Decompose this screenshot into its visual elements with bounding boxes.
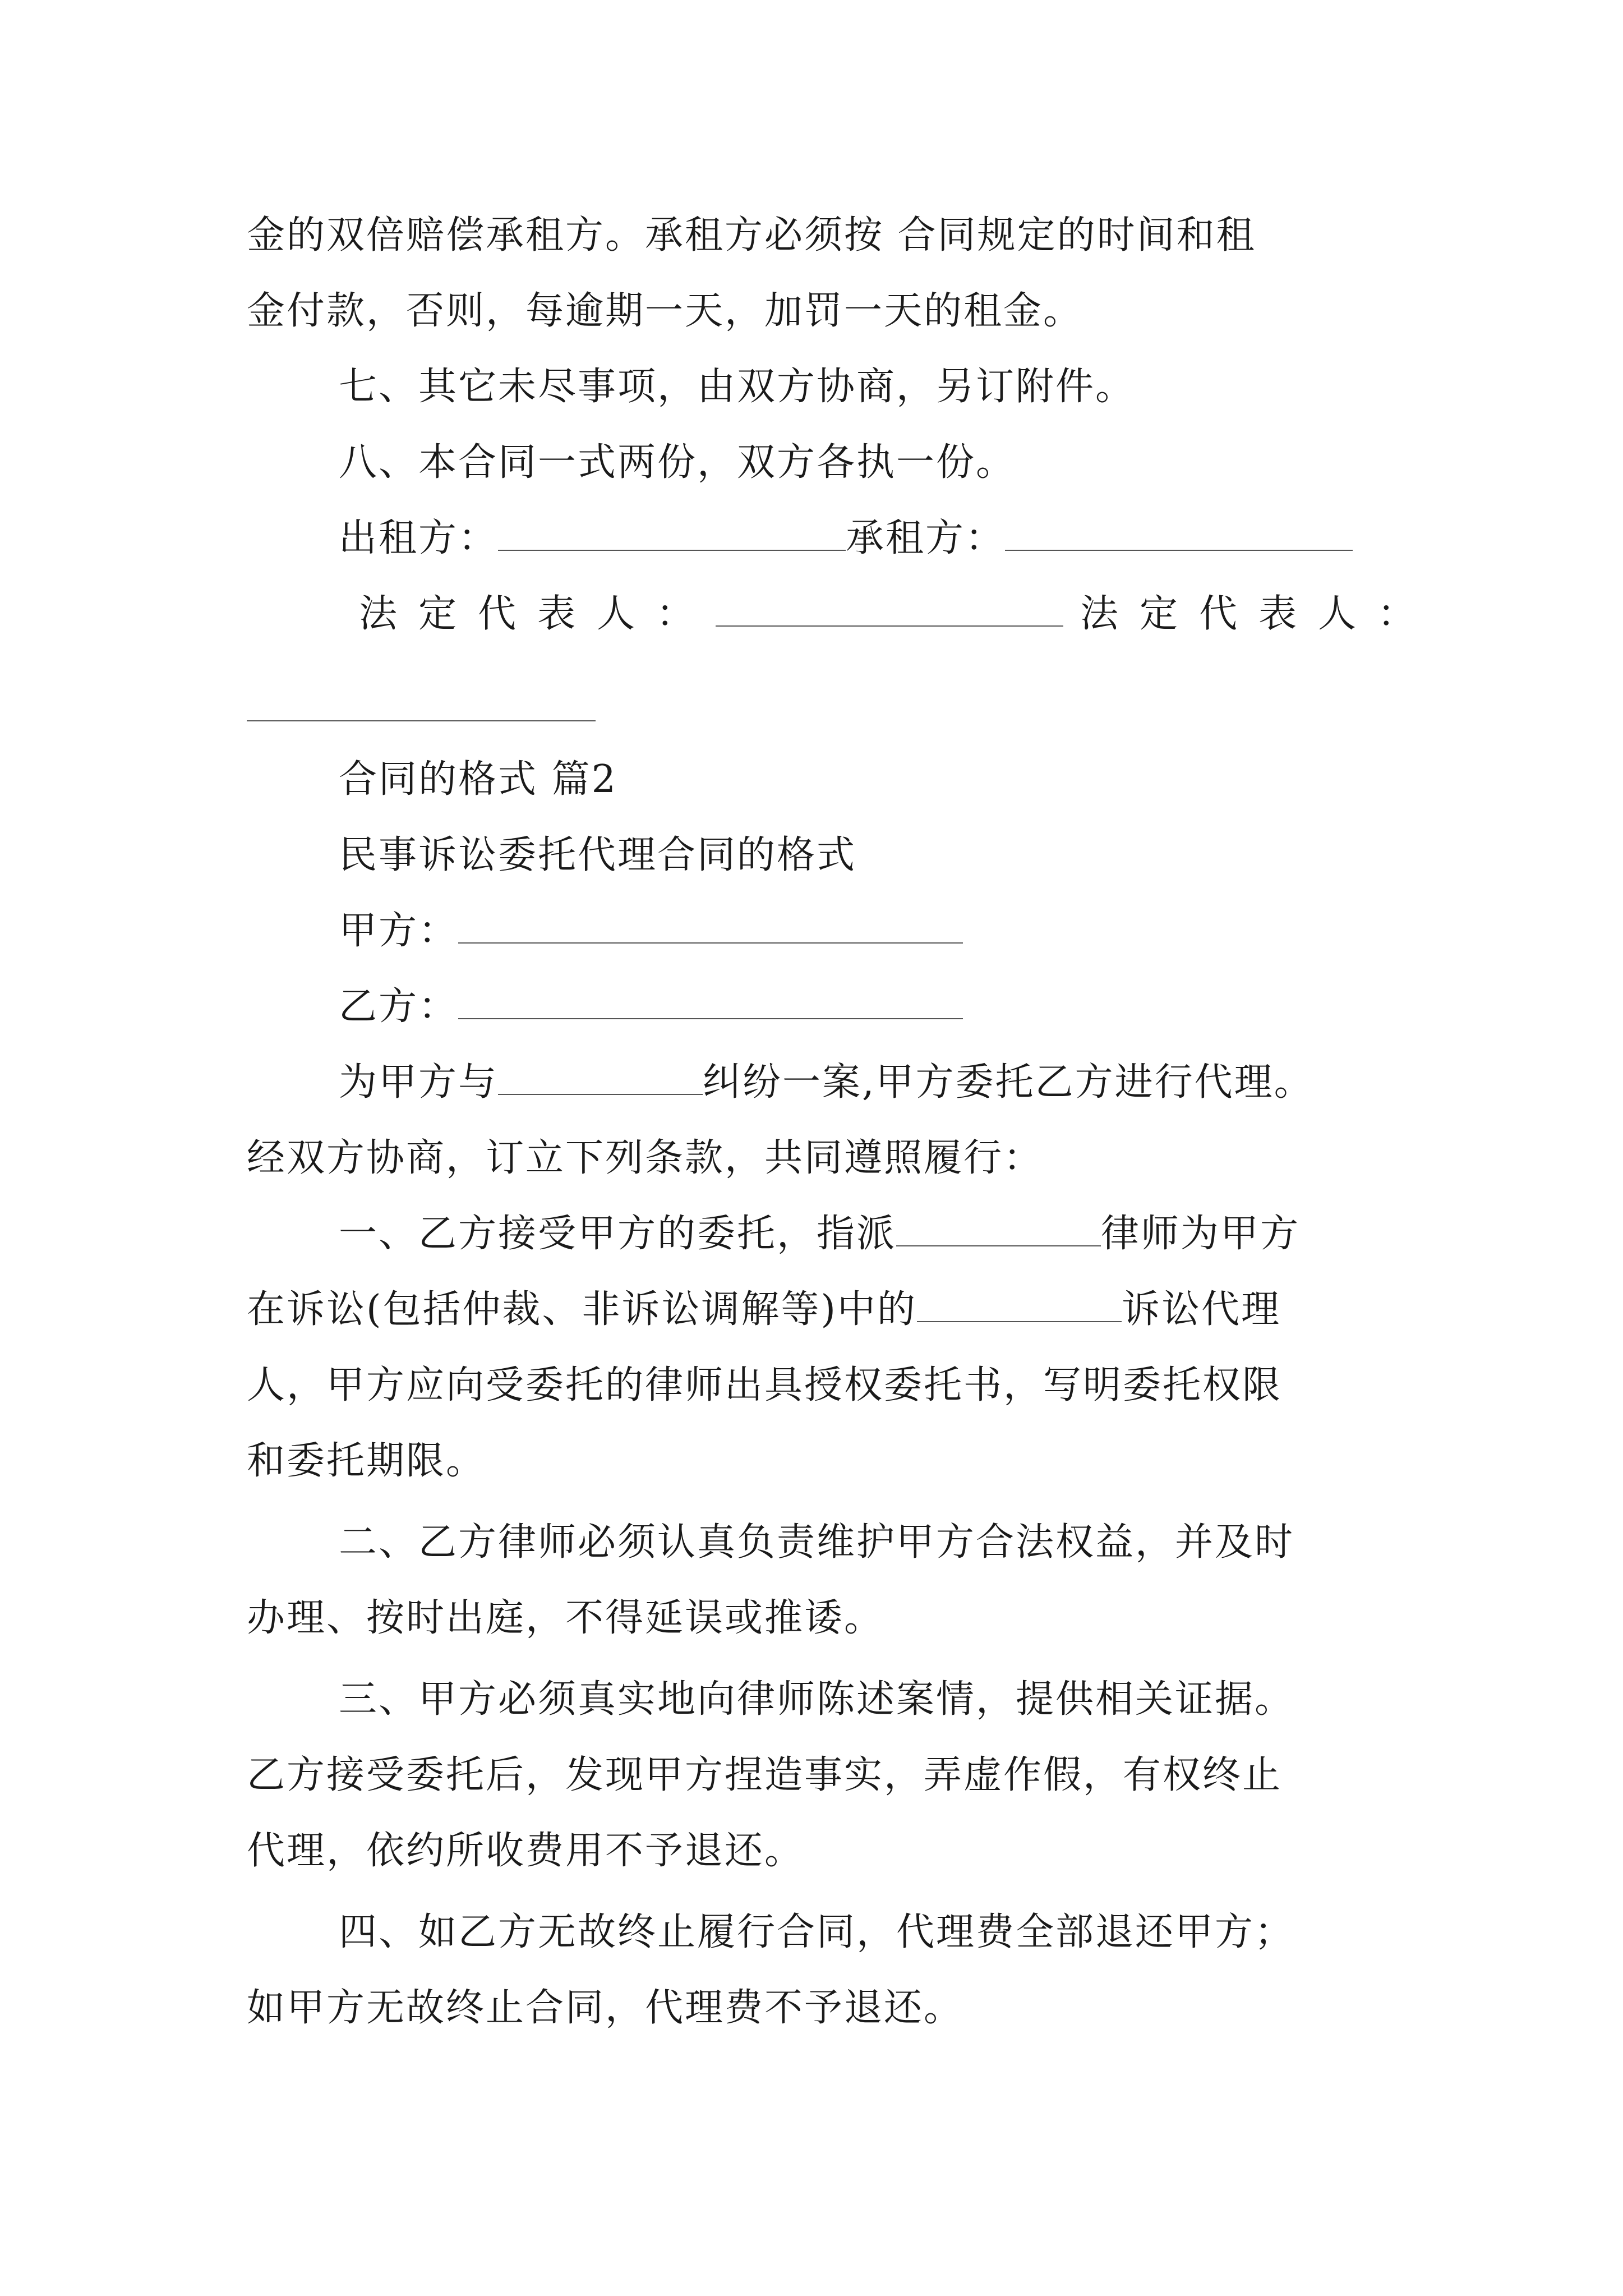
clause-two-line: 办理、按时出庭，不得延误或推诿。 [247, 1596, 884, 1640]
lessee-label: 承租方： [846, 516, 1006, 560]
party-b-label: 乙方： [339, 984, 459, 1029]
lessee-signature-blank [1005, 512, 1353, 551]
section-heading: 合同的格式 篇2 [339, 757, 617, 802]
party-a-label: 甲方： [339, 909, 459, 953]
clause-three-line: 代理，依约所收费用不予退还。 [247, 1829, 805, 1873]
clause-one-line: 人，甲方应向受委托的律师出具授权委托书，写明委托权限 [247, 1363, 1283, 1407]
clause-four-line: 四、如乙方无故终止履行合同，代理费全部退还甲方； [339, 1910, 1295, 1954]
clause-eight: 八、本合同一式两份，双方各执一份。 [339, 440, 1016, 485]
legal-rep-blank [247, 720, 596, 721]
intro-line [339, 1055, 1314, 1111]
party-b-blank [458, 980, 963, 1019]
clause1-suffix: 律师为甲方 [1101, 1212, 1301, 1256]
intro-prefix: 为甲方与 [339, 1060, 499, 1105]
clause-seven: 七、其它未尽事项，由双方协商，另订附件。 [339, 365, 1136, 409]
clause-four-line: 如甲方无故终止合同，代理费不予退还。 [247, 1986, 964, 2030]
lessor-signature-blank [498, 512, 846, 551]
paragraph-line: 金付款，否则，每逾期一天，加罚一天的租金。 [247, 289, 1083, 333]
contract-title: 民事诉讼委托代理合同的格式 [339, 833, 857, 877]
lawyer-name-blank [896, 1207, 1101, 1246]
clause-one-line [339, 1206, 1300, 1262]
paragraph-line: 金的双倍赔偿承租方。承租方必须按 合同规定的时间和租 [247, 213, 1256, 257]
signature-row [339, 510, 1353, 567]
party-b-row [339, 979, 963, 1035]
agent-type-blank [917, 1283, 1122, 1322]
clause1-prefix: 一、乙方接受甲方的委托，指派 [339, 1212, 897, 1256]
intro-suffix: 纠纷一案,甲方委托乙方进行代理。 [703, 1060, 1314, 1105]
legal-rep-label: 法定代表人： [1080, 592, 1437, 636]
clause-one-line: 和委托期限。 [247, 1439, 486, 1483]
clause-three-line: 三、甲方必须真实地向律师陈述案情，提供相关证据。 [339, 1677, 1295, 1722]
intro-line-2: 经双方协商，订立下列条款，共同遵照履行： [247, 1136, 1044, 1180]
party-a-blank [458, 904, 963, 944]
lessor-label: 出租方： [339, 516, 499, 560]
clause-three-line: 乙方接受委托后，发现甲方捏造事实，弄虚作假，有权终止 [247, 1753, 1283, 1797]
clause1-line2-suffix: 诉讼代理 [1122, 1287, 1281, 1332]
dispute-party-blank [498, 1056, 703, 1095]
party-a-row [339, 903, 963, 959]
legal-rep-row [359, 586, 1437, 642]
clause-one-line [247, 1282, 1281, 1338]
legal-rep-blank [716, 587, 1063, 627]
legal-rep-label: 法定代表人： [359, 592, 716, 636]
clause-two-line: 二、乙方律师必须认真负责维护甲方合法权益，并及时 [339, 1520, 1295, 1565]
clause1-line2-prefix: 在诉讼(包括仲裁、非诉讼调解等)中的 [247, 1287, 917, 1332]
